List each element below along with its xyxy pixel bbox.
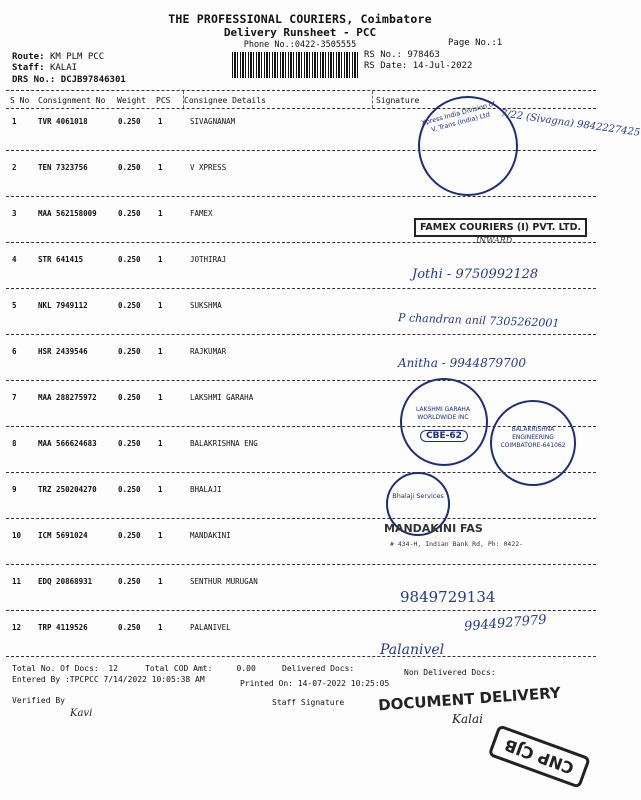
- row-rule: [6, 380, 596, 381]
- row-weight: 0.250: [118, 301, 141, 310]
- staff-label: Staff:: [12, 63, 45, 73]
- total-docs-value: 12: [108, 664, 118, 673]
- row-weight: 0.250: [118, 485, 141, 494]
- row-consignment: ICM 5691024: [38, 531, 88, 540]
- drs-line: [12, 75, 126, 85]
- row-consignment: TVR 4061018: [38, 117, 88, 126]
- row-rule: [6, 518, 596, 519]
- row-consignment: STR 641415: [38, 255, 84, 264]
- total-docs-label: Total No. Of Docs:: [12, 664, 99, 673]
- row-sno: 7: [12, 393, 17, 402]
- row-weight: 0.250: [118, 347, 141, 356]
- row-sno: 6: [12, 347, 17, 356]
- row-pcs: 1: [158, 439, 163, 448]
- row-consignment: TRZ 250204270: [38, 485, 97, 494]
- row-sno: 11: [12, 577, 22, 586]
- drs-label: DRS No.:: [12, 75, 56, 85]
- row-rule: [6, 334, 596, 335]
- row-pcs: 1: [158, 117, 163, 126]
- table-top-rule: [6, 90, 596, 91]
- row-consignment: MAA 288275972: [38, 393, 97, 402]
- cbe-stamp-text: CBE-62: [420, 430, 468, 442]
- col-weight: Weight: [117, 96, 146, 105]
- row-pcs: 1: [158, 209, 163, 218]
- entered-by: Entered By :TPCPCC 7/14/2022 10:05:38 AM: [12, 675, 205, 684]
- signature-4: Jothi - 9750992128: [412, 267, 539, 282]
- row-sno: 8: [12, 439, 17, 448]
- row-consignee: BALAKRISHNA ENG: [190, 439, 258, 448]
- company-phone: Phone No.:0422-3505555: [243, 40, 357, 50]
- delivered-docs: Delivered Docs:: [282, 664, 355, 673]
- page-number: Page No.:1: [448, 38, 503, 48]
- row-consignment: HSR 2439546: [38, 347, 88, 356]
- row-weight: 0.250: [118, 439, 141, 448]
- signature-1: 7/22 (Sivagna) 9842227425: [499, 108, 641, 139]
- row-sno: 12: [12, 623, 22, 632]
- col-consignee: Consignee Details: [184, 96, 266, 105]
- row-consignee: FAMEX: [190, 209, 213, 218]
- rs-number: RS No.: 978463: [364, 50, 440, 60]
- col-divider: [183, 91, 184, 108]
- row-weight: 0.250: [118, 117, 141, 126]
- verified-signature: Kavi: [70, 708, 93, 719]
- non-delivered-docs: Non Delivered Docs:: [404, 668, 496, 677]
- company-title: THE PROFESSIONAL COURIERS, Coimbatore: [168, 12, 432, 26]
- col-signature: Signature: [376, 96, 420, 105]
- row-pcs: 1: [158, 301, 163, 310]
- row-consignee: LAKSHMI GARAHA: [190, 393, 254, 402]
- signature-6: Anitha - 9944879700: [398, 356, 526, 370]
- bhalaji-stamp-text: Bhalaji Services: [392, 492, 444, 500]
- mandakini-address: # 434-H, Indian Bank Rd, Ph: 0422-: [390, 540, 524, 548]
- famex-inward: INWARD: [476, 236, 513, 245]
- row-pcs: 1: [158, 485, 163, 494]
- row-consignee: SENTHUR MURUGAN: [190, 577, 258, 586]
- row-rule: [6, 196, 596, 197]
- row-pcs: 1: [158, 347, 163, 356]
- row-consignee: BHALAJI: [190, 485, 222, 494]
- row-pcs: 1: [158, 531, 163, 540]
- total-cod-label: Total COD Amt:: [145, 664, 213, 673]
- printed-on: Printed On: 14-07-2022 10:25:05: [240, 679, 390, 688]
- verified-by: Verified By: [12, 696, 65, 705]
- row-sno: 4: [12, 255, 17, 264]
- signature-12-name: Palanivel: [380, 642, 445, 658]
- row-sno: 2: [12, 163, 17, 172]
- row-weight: 0.250: [118, 577, 141, 586]
- signature-11: 9849729134: [400, 588, 496, 606]
- signature-12-phone: 9944927979: [463, 612, 548, 635]
- row-rule: [6, 288, 596, 289]
- row-consignee: MANDAKINI: [190, 531, 231, 540]
- row-sno: 3: [12, 209, 17, 218]
- row-consignee: SIVAGNANAM: [190, 117, 236, 126]
- row-sno: 9: [12, 485, 17, 494]
- row-pcs: 1: [158, 163, 163, 172]
- staff-signature: Kalai: [452, 712, 483, 726]
- total-cod-value: 0.00: [236, 664, 256, 673]
- document-delivery-stamp: DOCUMENT DELIVERY: [377, 683, 562, 715]
- cnp-stamp: CNP CJB: [487, 724, 591, 789]
- total-cod: [145, 664, 256, 673]
- row-pcs: 1: [158, 577, 163, 586]
- row-weight: 0.250: [118, 531, 141, 540]
- staff-line: [12, 63, 77, 73]
- col-consignment: Consignment No: [38, 96, 106, 105]
- rs-date: RS Date: 14-Jul-2022: [364, 61, 473, 71]
- drs-value: DCJB97846301: [60, 75, 126, 85]
- col-divider: [372, 91, 373, 108]
- total-docs: [12, 664, 118, 673]
- row-consignee: V XPRESS: [190, 163, 227, 172]
- row-sno: 5: [12, 301, 17, 310]
- row-pcs: 1: [158, 393, 163, 402]
- row-pcs: 1: [158, 623, 163, 632]
- staff-value: KALAI: [49, 63, 78, 73]
- row-rule: [6, 610, 596, 611]
- laksmi-stamp-text: LAKSHMI GARAHA WORLDWIDE INC: [415, 406, 471, 421]
- col-sno: S No: [10, 96, 30, 105]
- route-value: KM PLM PCC: [49, 52, 105, 62]
- row-consignment: NKL 7949112: [38, 301, 88, 310]
- engineering-stamp-text: BALAKRISHNA ENGINEERING COIMBATORE-641062: [500, 426, 566, 449]
- row-consignment: TEN 7323756: [38, 163, 88, 172]
- row-consignment: MAA 566624683: [38, 439, 97, 448]
- route-line: [12, 52, 104, 62]
- row-consignee: SUKSHMA: [190, 301, 222, 310]
- col-pcs: PCS: [156, 96, 171, 105]
- xpress-stamp: [407, 85, 529, 207]
- staff-signature-label: Staff Signature: [272, 698, 345, 707]
- runsheet-subtitle: Delivery Runsheet - PCC: [223, 26, 377, 39]
- engineering-stamp: [490, 400, 576, 486]
- row-consignment: MAA 562158009: [38, 209, 97, 218]
- barcode: [232, 52, 358, 78]
- row-sno: 10: [12, 531, 22, 540]
- row-consignment: EDQ 20868931: [38, 577, 93, 586]
- signature-5: P chandran anil 7305262001: [397, 311, 560, 330]
- row-rule: [6, 564, 596, 565]
- xpress-stamp-text: Xpress India Division of V. Trans (India) Ltd: [420, 99, 497, 134]
- laksmi-stamp: [400, 378, 488, 466]
- row-weight: 0.250: [118, 255, 141, 264]
- row-consignment: TRP 4119526: [38, 623, 88, 632]
- famex-stamp: FAMEX COURIERS (I) PVT. LTD.: [414, 218, 587, 237]
- row-pcs: 1: [158, 255, 163, 264]
- table-bottom-rule: [6, 656, 596, 657]
- row-sno: 1: [12, 117, 17, 126]
- row-consignee: JOTHIRAJ: [190, 255, 227, 264]
- row-weight: 0.250: [118, 623, 141, 632]
- row-consignee: RAJKUMAR: [190, 347, 227, 356]
- row-weight: 0.250: [118, 209, 141, 218]
- row-consignee: PALANIVEL: [190, 623, 231, 632]
- row-weight: 0.250: [118, 163, 141, 172]
- route-label: Route:: [12, 52, 45, 62]
- mandakini-stamp: MANDAKINI FAS: [384, 522, 483, 535]
- row-weight: 0.250: [118, 393, 141, 402]
